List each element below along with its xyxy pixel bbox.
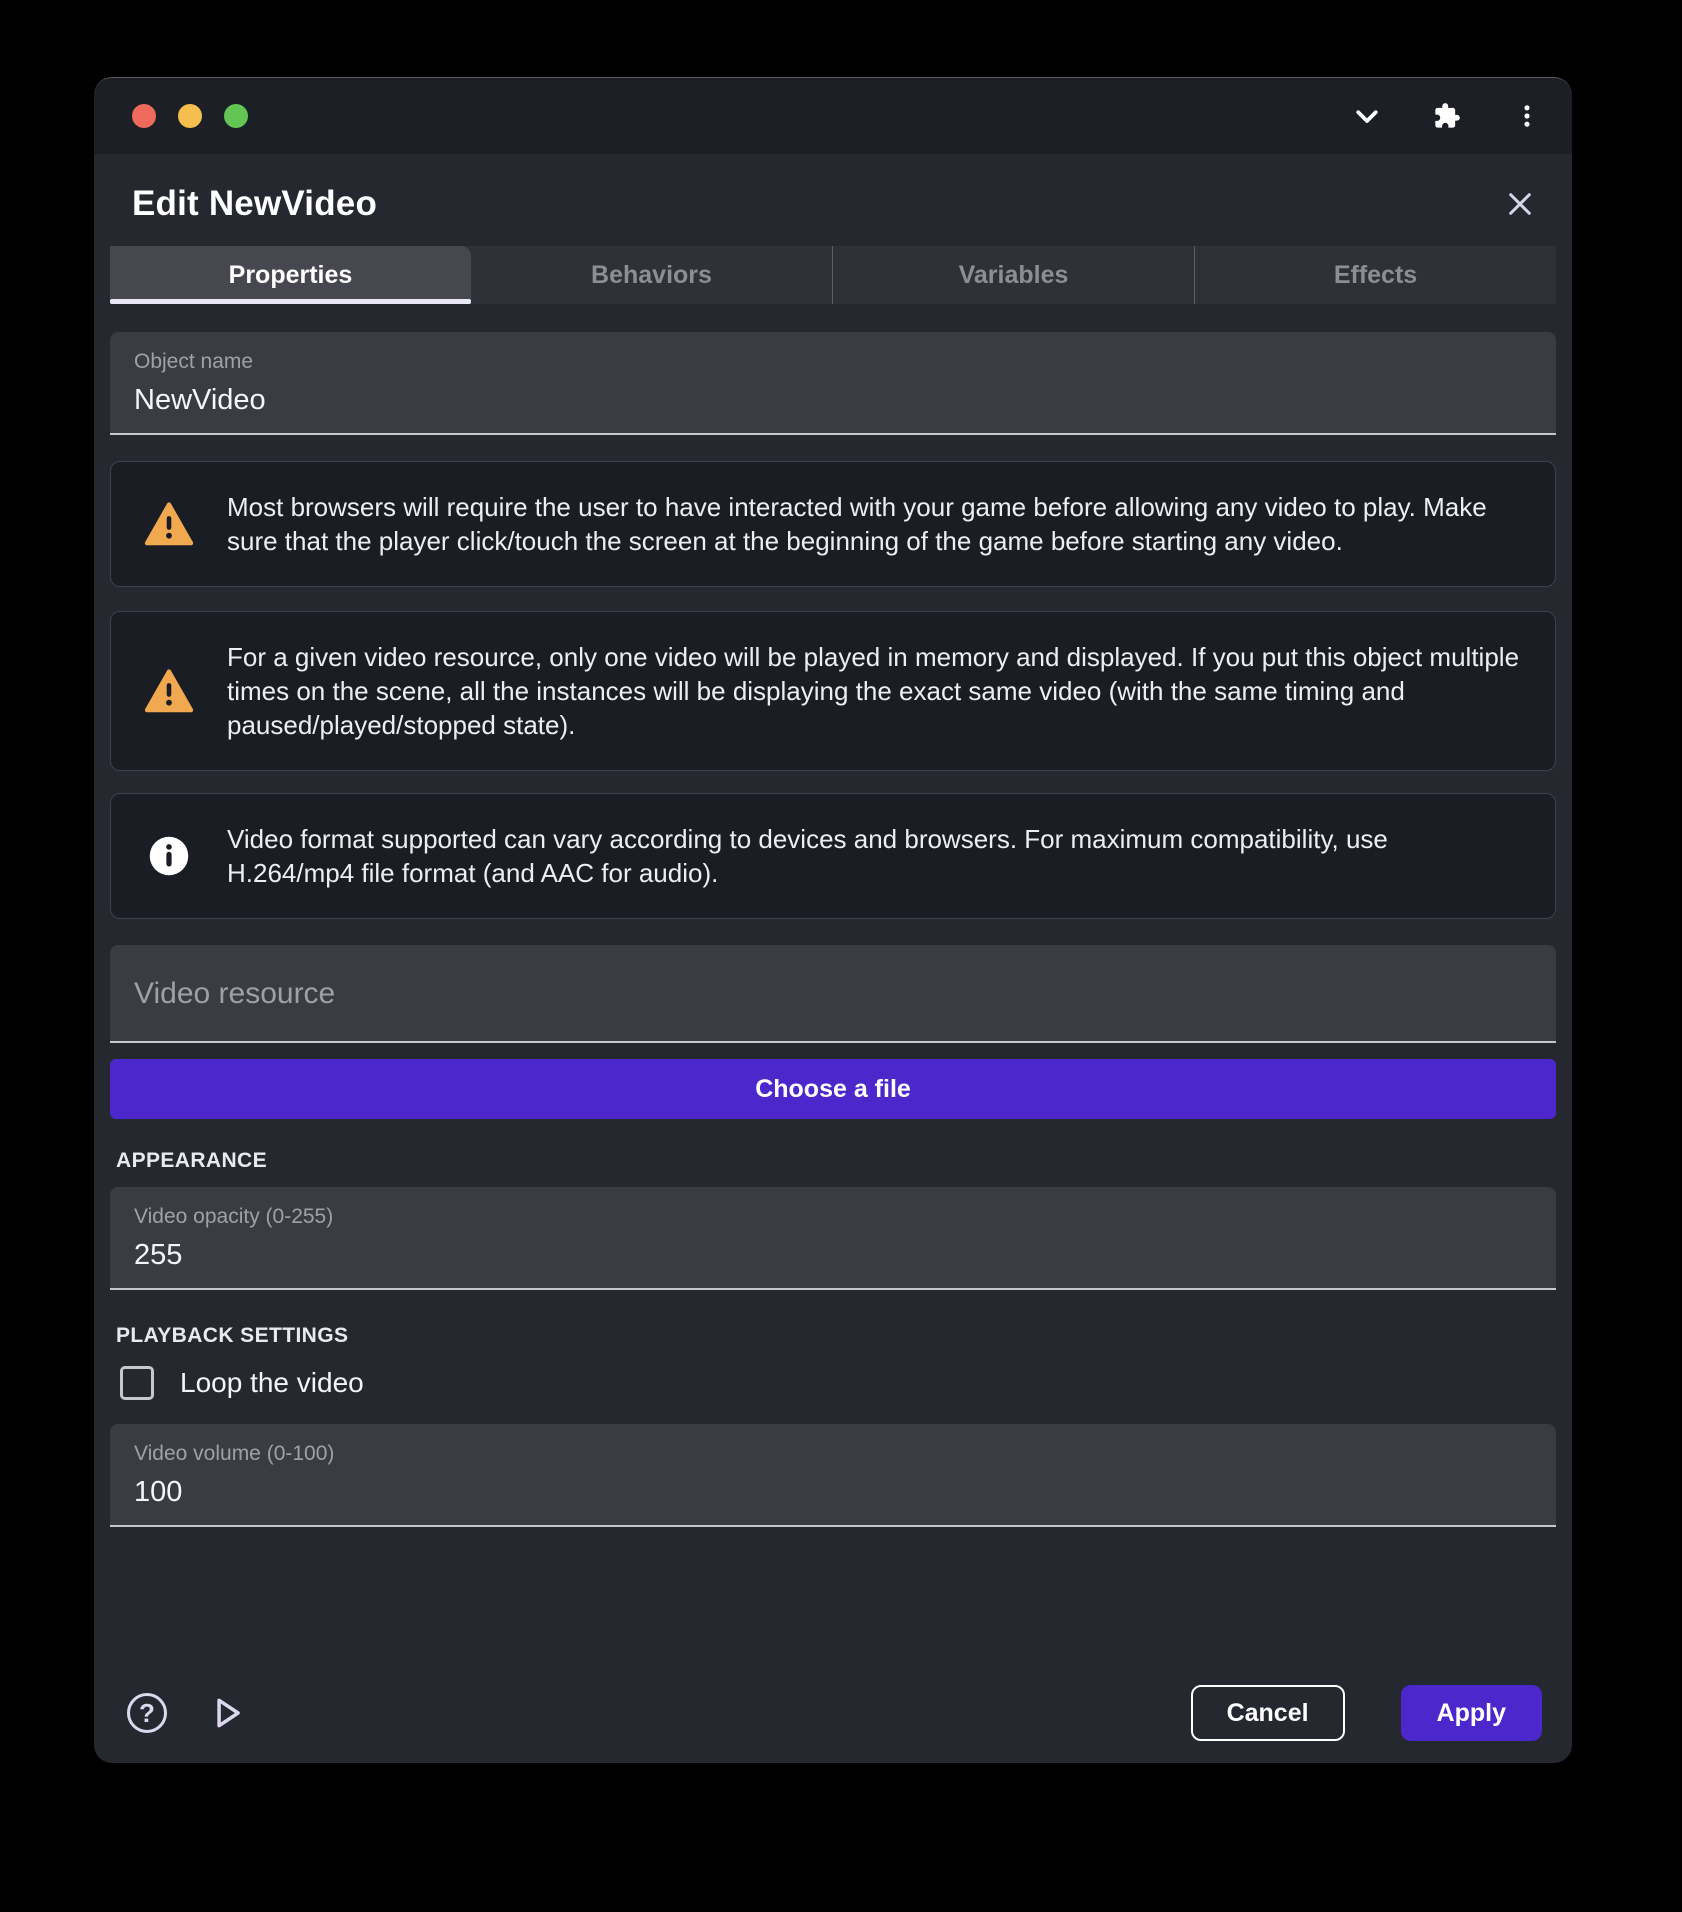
- close-dialog-icon[interactable]: [1502, 186, 1538, 222]
- loop-video-label: Loop the video: [180, 1367, 364, 1398]
- tab-properties[interactable]: Properties: [110, 246, 471, 304]
- video-volume-label: Video volume (0-100): [134, 1442, 335, 1465]
- tab-variables[interactable]: Variables: [832, 246, 1194, 304]
- object-name-field[interactable]: [110, 332, 1556, 435]
- video-opacity-field[interactable]: [110, 1187, 1556, 1290]
- play-preview-icon[interactable]: [204, 1690, 250, 1736]
- minimize-window-button[interactable]: [178, 104, 202, 128]
- tab-effects[interactable]: Effects: [1194, 246, 1556, 304]
- apply-button[interactable]: Apply: [1401, 1685, 1542, 1741]
- object-name-label: Object name: [134, 350, 254, 373]
- video-opacity-value: 255: [134, 1239, 183, 1271]
- video-opacity-label: Video opacity (0-255): [134, 1205, 334, 1228]
- traffic-lights: [132, 104, 248, 128]
- loop-video-checkbox[interactable]: [120, 1366, 154, 1400]
- appearance-section-title: APPEARANCE: [116, 1149, 268, 1172]
- warning-text: For a given video resource, only one video will be played in memory and displayed. If you put this object multiple times on the scene, all the instances will be displaying the exact same video (with the same timing and paused/played/stopped state).: [227, 642, 1520, 740]
- window-titlebar: [94, 78, 1572, 154]
- choose-file-button[interactable]: Choose a file: [110, 1059, 1556, 1119]
- video-resource-placeholder: Video resource: [134, 977, 336, 1010]
- extensions-puzzle-icon[interactable]: [1432, 101, 1462, 131]
- object-name-value: NewVideo: [134, 384, 266, 416]
- info-format-alert: [110, 793, 1556, 919]
- edit-object-dialog: [94, 77, 1572, 1763]
- warning-icon: [143, 668, 195, 714]
- info-text: Video format supported can vary according to devices and browsers. For maximum compatibility, use H.264/mp4 file format (and AAC for audio).: [227, 824, 1388, 888]
- warning-shared-resource-alert: [110, 611, 1556, 771]
- help-icon[interactable]: ?: [124, 1690, 170, 1736]
- dialog-header: [94, 154, 1572, 246]
- video-resource-field[interactable]: [110, 945, 1556, 1043]
- close-window-button[interactable]: [132, 104, 156, 128]
- warning-icon: [143, 501, 195, 547]
- dialog-footer: [110, 1685, 1556, 1745]
- zoom-window-button[interactable]: [224, 104, 248, 128]
- warning-autoplay-alert: [110, 461, 1556, 587]
- dialog-title: Edit NewVideo: [132, 184, 378, 223]
- video-volume-field[interactable]: [110, 1424, 1556, 1527]
- info-icon: [143, 835, 195, 877]
- warning-text: Most browsers will require the user to have interacted with your game before allowing any video to play. Make sure that the player click/touch the screen at the beginning of the game before starting any video.: [227, 492, 1487, 556]
- tab-bar: [110, 246, 1556, 304]
- dialog-content: [94, 246, 1572, 1763]
- loop-video-checkbox-row[interactable]: [110, 1366, 1556, 1400]
- chevron-down-icon[interactable]: [1352, 101, 1382, 131]
- tab-behaviors[interactable]: Behaviors: [591, 260, 712, 289]
- playback-section-title: PLAYBACK SETTINGS: [116, 1324, 349, 1347]
- cancel-button[interactable]: Cancel: [1191, 1685, 1345, 1741]
- kebab-menu-icon[interactable]: [1512, 101, 1542, 131]
- video-volume-value: 100: [134, 1476, 183, 1508]
